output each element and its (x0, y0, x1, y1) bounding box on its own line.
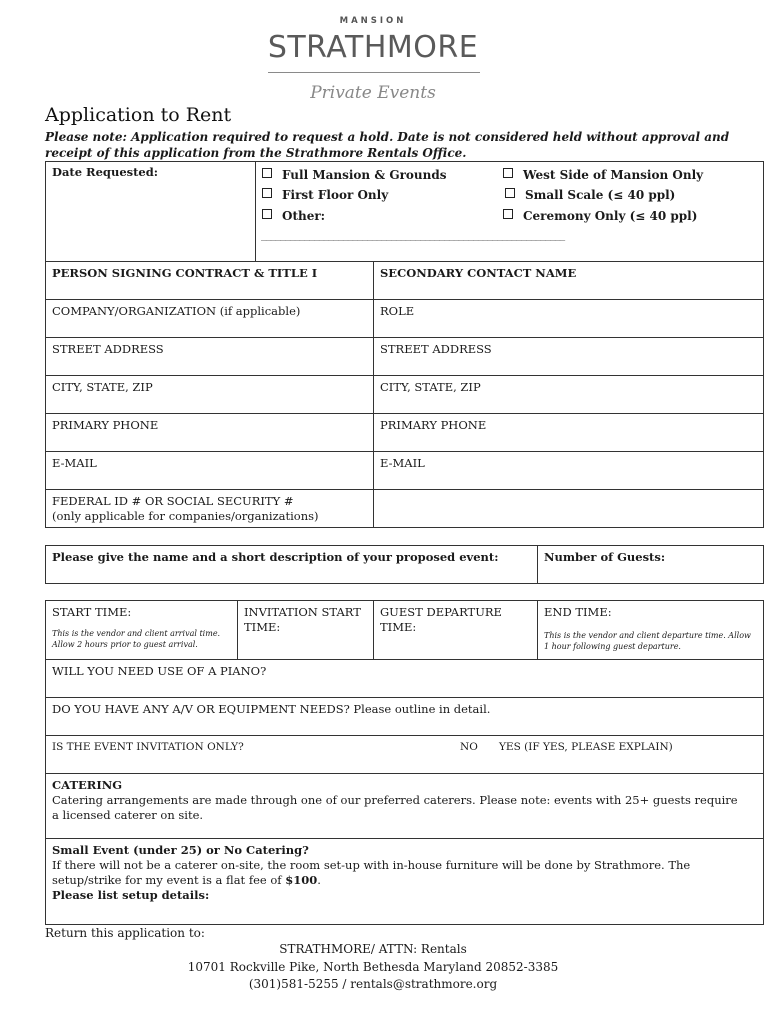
option-ceremony[interactable] (503, 208, 697, 224)
guest-departure-time-field[interactable]: GUEST DEPARTURE TIME: (380, 605, 502, 634)
option-first-floor[interactable] (262, 187, 388, 203)
end-time-note: This is the vendor and client departure time. Allow 1 hour following guest departure. (544, 631, 751, 651)
logo-subtitle: Private Events (310, 83, 436, 103)
checkbox-icon[interactable] (505, 188, 515, 198)
catering-section (46, 774, 746, 827)
secondary-primary-phone-field[interactable]: PRIMARY PHONE (380, 418, 487, 432)
option-small-scale[interactable] (505, 187, 675, 203)
invitation-only-no-option[interactable]: NO (460, 741, 478, 753)
small-event-text-body: If there will not be a caterer on-site, the room set-up with in-house furniture will be done by Strathmore. The setup/strike for my event is a flat fee of (52, 858, 691, 887)
other-fill-line[interactable]: _______________________________________________________________ (261, 232, 565, 242)
option-other[interactable] (262, 208, 325, 224)
small-event-section[interactable] (46, 839, 756, 907)
option-label: First Floor Only (282, 188, 389, 202)
email-field[interactable]: E-MAIL (52, 456, 97, 470)
small-event-title: Small Event (under 25) or No Catering? (52, 843, 309, 857)
city-state-zip-field[interactable]: CITY, STATE, ZIP (52, 380, 153, 394)
invitation-only-field[interactable]: IS THE EVENT INVITATION ONLY? (52, 741, 244, 753)
option-label: Other: (282, 209, 326, 223)
catering-title: CATERING (52, 778, 123, 792)
return-address-line-2: 10701 Rockville Pike, North Bethesda Maryland 20852-3385 (187, 960, 559, 974)
start-time-label: START TIME: (52, 605, 132, 619)
option-label: Full Mansion & Grounds (282, 168, 447, 182)
federal-id-field[interactable] (46, 490, 325, 524)
event-description-field[interactable]: Please give the name and a short description of your proposed event: (52, 550, 499, 564)
date-requested-label: Date Requested: (52, 165, 159, 179)
divider (255, 161, 256, 261)
catering-text: Catering arrangements are made through one of our preferred caterers. Please note: events with 25+ guests require a licensed caterer on site. (52, 793, 738, 822)
return-label: Return this application to: (45, 926, 205, 940)
street-address-field[interactable]: STREET ADDRESS (52, 342, 164, 356)
option-west-side[interactable] (503, 167, 703, 183)
number-of-guests-field[interactable]: Number of Guests: (544, 550, 666, 564)
checkbox-icon[interactable] (262, 209, 272, 219)
logo-wordmark: STRATHMORE (267, 30, 479, 65)
secondary-street-address-field[interactable]: STREET ADDRESS (380, 342, 492, 356)
small-event-text-end: . (317, 873, 321, 887)
secondary-city-state-zip-field[interactable]: CITY, STATE, ZIP (380, 380, 481, 394)
return-address-line-1: STRATHMORE/ ATTN: Rentals (279, 942, 467, 956)
invitation-start-time-field[interactable]: INVITATION START TIME: (244, 605, 361, 634)
av-needs-field[interactable]: DO YOU HAVE ANY A/V OR EQUIPMENT NEEDS? Please outline in detail. (52, 702, 491, 716)
federal-id-value[interactable] (374, 490, 763, 527)
setup-fee: $100 (285, 873, 318, 887)
start-time-field[interactable] (46, 601, 236, 654)
role-field[interactable]: ROLE (380, 304, 415, 318)
start-time-note: This is the vendor and client arrival time. Allow 2 hours prior to guest arrival. (52, 629, 221, 649)
checkbox-icon[interactable] (262, 168, 272, 178)
end-time-label: END TIME: (544, 605, 612, 619)
invitation-only-yes-option[interactable]: YES (IF YES, PLEASE EXPLAIN) (499, 741, 673, 753)
option-label: Ceremony Only (≤ 40 ppl) (523, 209, 698, 223)
logo-divider (268, 72, 480, 73)
option-label: West Side of Mansion Only (523, 168, 704, 182)
checkbox-icon[interactable] (503, 209, 513, 219)
federal-id-note: (only applicable for companies/organizations) (52, 509, 319, 523)
federal-id-label: FEDERAL ID # OR SOCIAL SECURITY # (52, 494, 294, 508)
setup-details-label: Please list setup details: (52, 888, 210, 902)
option-full-mansion[interactable] (262, 167, 447, 183)
secondary-email-field[interactable]: E-MAIL (380, 456, 425, 470)
primary-phone-field[interactable]: PRIMARY PHONE (52, 418, 159, 432)
return-contact-line: (301)581-5255 / rentals@strathmore.org (248, 977, 498, 991)
small-event-text (52, 858, 750, 888)
piano-question-field[interactable]: WILL YOU NEED USE OF A PIANO? (52, 664, 267, 678)
checkbox-icon[interactable] (262, 188, 272, 198)
person-signing-field[interactable]: PERSON SIGNING CONTRACT & TITLE I (52, 266, 318, 280)
checkbox-icon[interactable] (503, 168, 513, 178)
logo-tagline-mansion: MANSION (339, 16, 407, 26)
option-label: Small Scale (≤ 40 ppl) (525, 188, 676, 202)
end-time-field[interactable] (538, 601, 763, 656)
application-note: Please note: Application required to request a hold. Date is not considered held without approval and receipt of this application from the Strathmore Rentals Office. (45, 130, 730, 160)
secondary-contact-field[interactable]: SECONDARY CONTACT NAME (380, 266, 577, 280)
company-field[interactable]: COMPANY/ORGANIZATION (if applicable) (52, 304, 301, 318)
page-title: Application to Rent (45, 104, 232, 126)
